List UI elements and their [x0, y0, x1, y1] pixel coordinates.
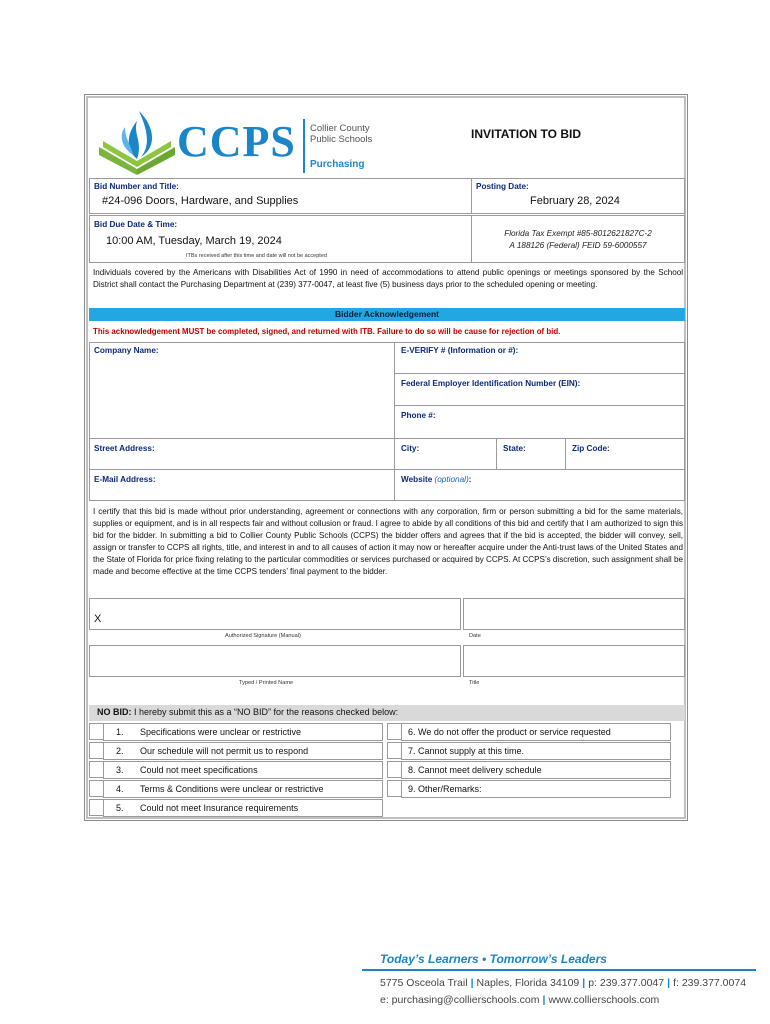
- fein-field[interactable]: [394, 373, 685, 406]
- no-bid-option-text: 7. Cannot supply at this time.: [408, 746, 525, 756]
- no-bid-option: [103, 742, 383, 760]
- street-address-field[interactable]: [89, 438, 395, 470]
- posting-date-label: Posting Date:: [476, 182, 529, 191]
- website-field[interactable]: [394, 469, 685, 501]
- zip-code-field[interactable]: [565, 438, 685, 470]
- tax-exempt-cell: [471, 215, 685, 263]
- itb-form: [84, 94, 688, 821]
- no-bid-checkbox[interactable]: [89, 799, 104, 816]
- signature-date-field[interactable]: [463, 598, 685, 630]
- email-label: E-Mail Address:: [94, 475, 156, 484]
- no-bid-option-text: Our schedule will not permit us to respond: [140, 746, 309, 756]
- email-field[interactable]: [89, 469, 395, 501]
- posting-date-value: February 28, 2024: [530, 195, 620, 207]
- signature-x-mark: X: [94, 613, 102, 625]
- phone-label: Phone #:: [401, 411, 436, 420]
- no-bid-checkbox[interactable]: [387, 742, 402, 759]
- no-bid-option: [401, 780, 671, 798]
- no-bid-checkbox[interactable]: [89, 723, 104, 740]
- no-bid-option-text: Terms & Conditions were unclear or restrictive: [140, 784, 324, 794]
- document-title: INVITATION TO BID: [471, 127, 581, 141]
- no-bid-checkbox[interactable]: [387, 761, 402, 778]
- logo-district-name: Collier County Public Schools: [310, 123, 373, 145]
- logo-divider: [303, 119, 305, 173]
- footer-address: 5775 Osceola Trail | Naples, Florida 34109 | p: 239.377.0047 | f: 239.377.0074: [380, 977, 747, 989]
- no-bid-option-text: Specifications were unclear or restrictive: [140, 727, 302, 737]
- due-date-label: Bid Due Date & Time:: [94, 220, 178, 229]
- company-name-label: Company Name:: [94, 346, 159, 355]
- no-bid-option-number: 5.: [116, 803, 124, 813]
- no-bid-option: [401, 723, 671, 741]
- zip-code-label: Zip Code:: [572, 444, 610, 453]
- state-field[interactable]: [496, 438, 566, 470]
- no-bid-option: [401, 742, 671, 760]
- logo-wordmark: CCPS: [177, 117, 296, 166]
- no-bid-option-text: 6. We do not offer the product or service requested: [408, 727, 611, 737]
- state-label: State:: [503, 444, 526, 453]
- city-label: City:: [401, 444, 420, 453]
- no-bid-option-text: 9. Other/Remarks:: [408, 784, 482, 794]
- due-date-cell: [89, 215, 472, 263]
- everify-field[interactable]: [394, 342, 685, 374]
- no-bid-option: [103, 799, 383, 817]
- bid-number-value: #24-096 Doors, Hardware, and Supplies: [102, 195, 299, 207]
- no-bid-checkbox[interactable]: [89, 742, 104, 759]
- tax-exempt-info: Florida Tax Exempt #85-8012621827C-2 A 188126 (Federal) FEID 59-6000557: [504, 229, 652, 250]
- phone-field[interactable]: [394, 405, 685, 439]
- no-bid-band: NO BID: I hereby submit this as a “NO BID” for the reasons checked below:: [89, 705, 685, 721]
- no-bid-option-number: 3.: [116, 765, 124, 775]
- website-label: Website (optional):: [401, 475, 472, 484]
- ccps-logo: [97, 103, 387, 181]
- company-name-field[interactable]: [89, 342, 395, 439]
- bid-number-cell: [89, 178, 472, 214]
- no-bid-option: [103, 780, 383, 798]
- signature-caption: Authorized Signature (Manual): [225, 633, 301, 639]
- no-bid-option: [401, 761, 671, 779]
- due-date-note: ITBs received after this time and date will not be accepted: [186, 253, 327, 259]
- no-bid-option-text: Could not meet Insurance requirements: [140, 803, 299, 813]
- authorized-signature-field[interactable]: [89, 598, 461, 630]
- date-caption: Date: [469, 633, 481, 639]
- open-book-flame-icon: [97, 103, 179, 177]
- city-field[interactable]: [394, 438, 497, 470]
- no-bid-option-text: 8. Cannot meet delivery schedule: [408, 765, 542, 775]
- no-bid-checkbox[interactable]: [387, 780, 402, 797]
- printed-name-caption: Typed / Printed Name: [239, 680, 294, 686]
- posting-date-cell: [471, 178, 685, 214]
- bidder-acknowledgement-band: Bidder Acknowledgement: [89, 308, 685, 321]
- title-caption: Title: [469, 680, 480, 686]
- footer-rule: [362, 969, 756, 971]
- no-bid-option-number: 4.: [116, 784, 124, 794]
- no-bid-checkbox[interactable]: [89, 761, 104, 778]
- no-bid-option-number: 2.: [116, 746, 124, 756]
- due-date-value: 10:00 AM, Tuesday, March 19, 2024: [106, 235, 282, 247]
- street-address-label: Street Address:: [94, 444, 155, 453]
- printed-name-field[interactable]: [89, 645, 461, 677]
- bid-number-label: Bid Number and Title:: [94, 182, 179, 191]
- fein-label: Federal Employer Identification Number (EIN):: [401, 379, 581, 388]
- no-bid-option-number: 1.: [116, 727, 124, 737]
- no-bid-checkbox[interactable]: [89, 780, 104, 797]
- title-field[interactable]: [463, 645, 685, 677]
- acknowledgement-warning: This acknowledgement MUST be completed, signed, and returned with ITB. Failure to do so will be cause for rejection of bid.: [93, 327, 561, 336]
- no-bid-option-text: Could not meet specifications: [140, 765, 258, 775]
- footer-contact: e: purchasing@collierschools.com | www.collierschools.com: [380, 994, 660, 1006]
- everify-label: E-VERIFY # (Information or #):: [401, 346, 519, 355]
- ada-notice: Individuals covered by the Americans with Disabilities Act of 1990 in need of accommodations to attend public openings or meetings sponsored by the School District shall contact the Purchasing Department at (239) 377-0047, at least five (5) business days prior to the scheduled opening or meeting.: [93, 268, 683, 290]
- no-bid-option: [103, 723, 383, 741]
- no-bid-option: [103, 761, 383, 779]
- no-bid-checkbox[interactable]: [387, 723, 402, 740]
- certification-text: I certify that this bid is made without prior understanding, agreement or connections with any corporation, firm or person submitting a bid for the same materials, supplies or equipment, and is in all respects fair and without collusion or fraud. I agree to abide by all conditions of this bid and certify that I am authorized to sign this bid for the bidder. In submitting a bid to Collier County Public Schools (CCPS) the bidder offers and agrees that if the bid is accepted, the bidder will convey, sell, assign or transfer to CCPS all rights, title, and interest in and to all causes of action it may now or hereafter acquire under the Anti-trust laws of the United States and the State of Florida for price fixing relating to the particular commodities or services purchased or acquired by CCPS. At CCPS’s discretion, such assignment shall be made and become effective at the time CCPS tenders’ final payment to the bidder.: [93, 507, 683, 577]
- footer-tagline: Today’s Learners • Tomorrow’s Leaders: [380, 952, 607, 966]
- logo-department: Purchasing: [310, 159, 365, 170]
